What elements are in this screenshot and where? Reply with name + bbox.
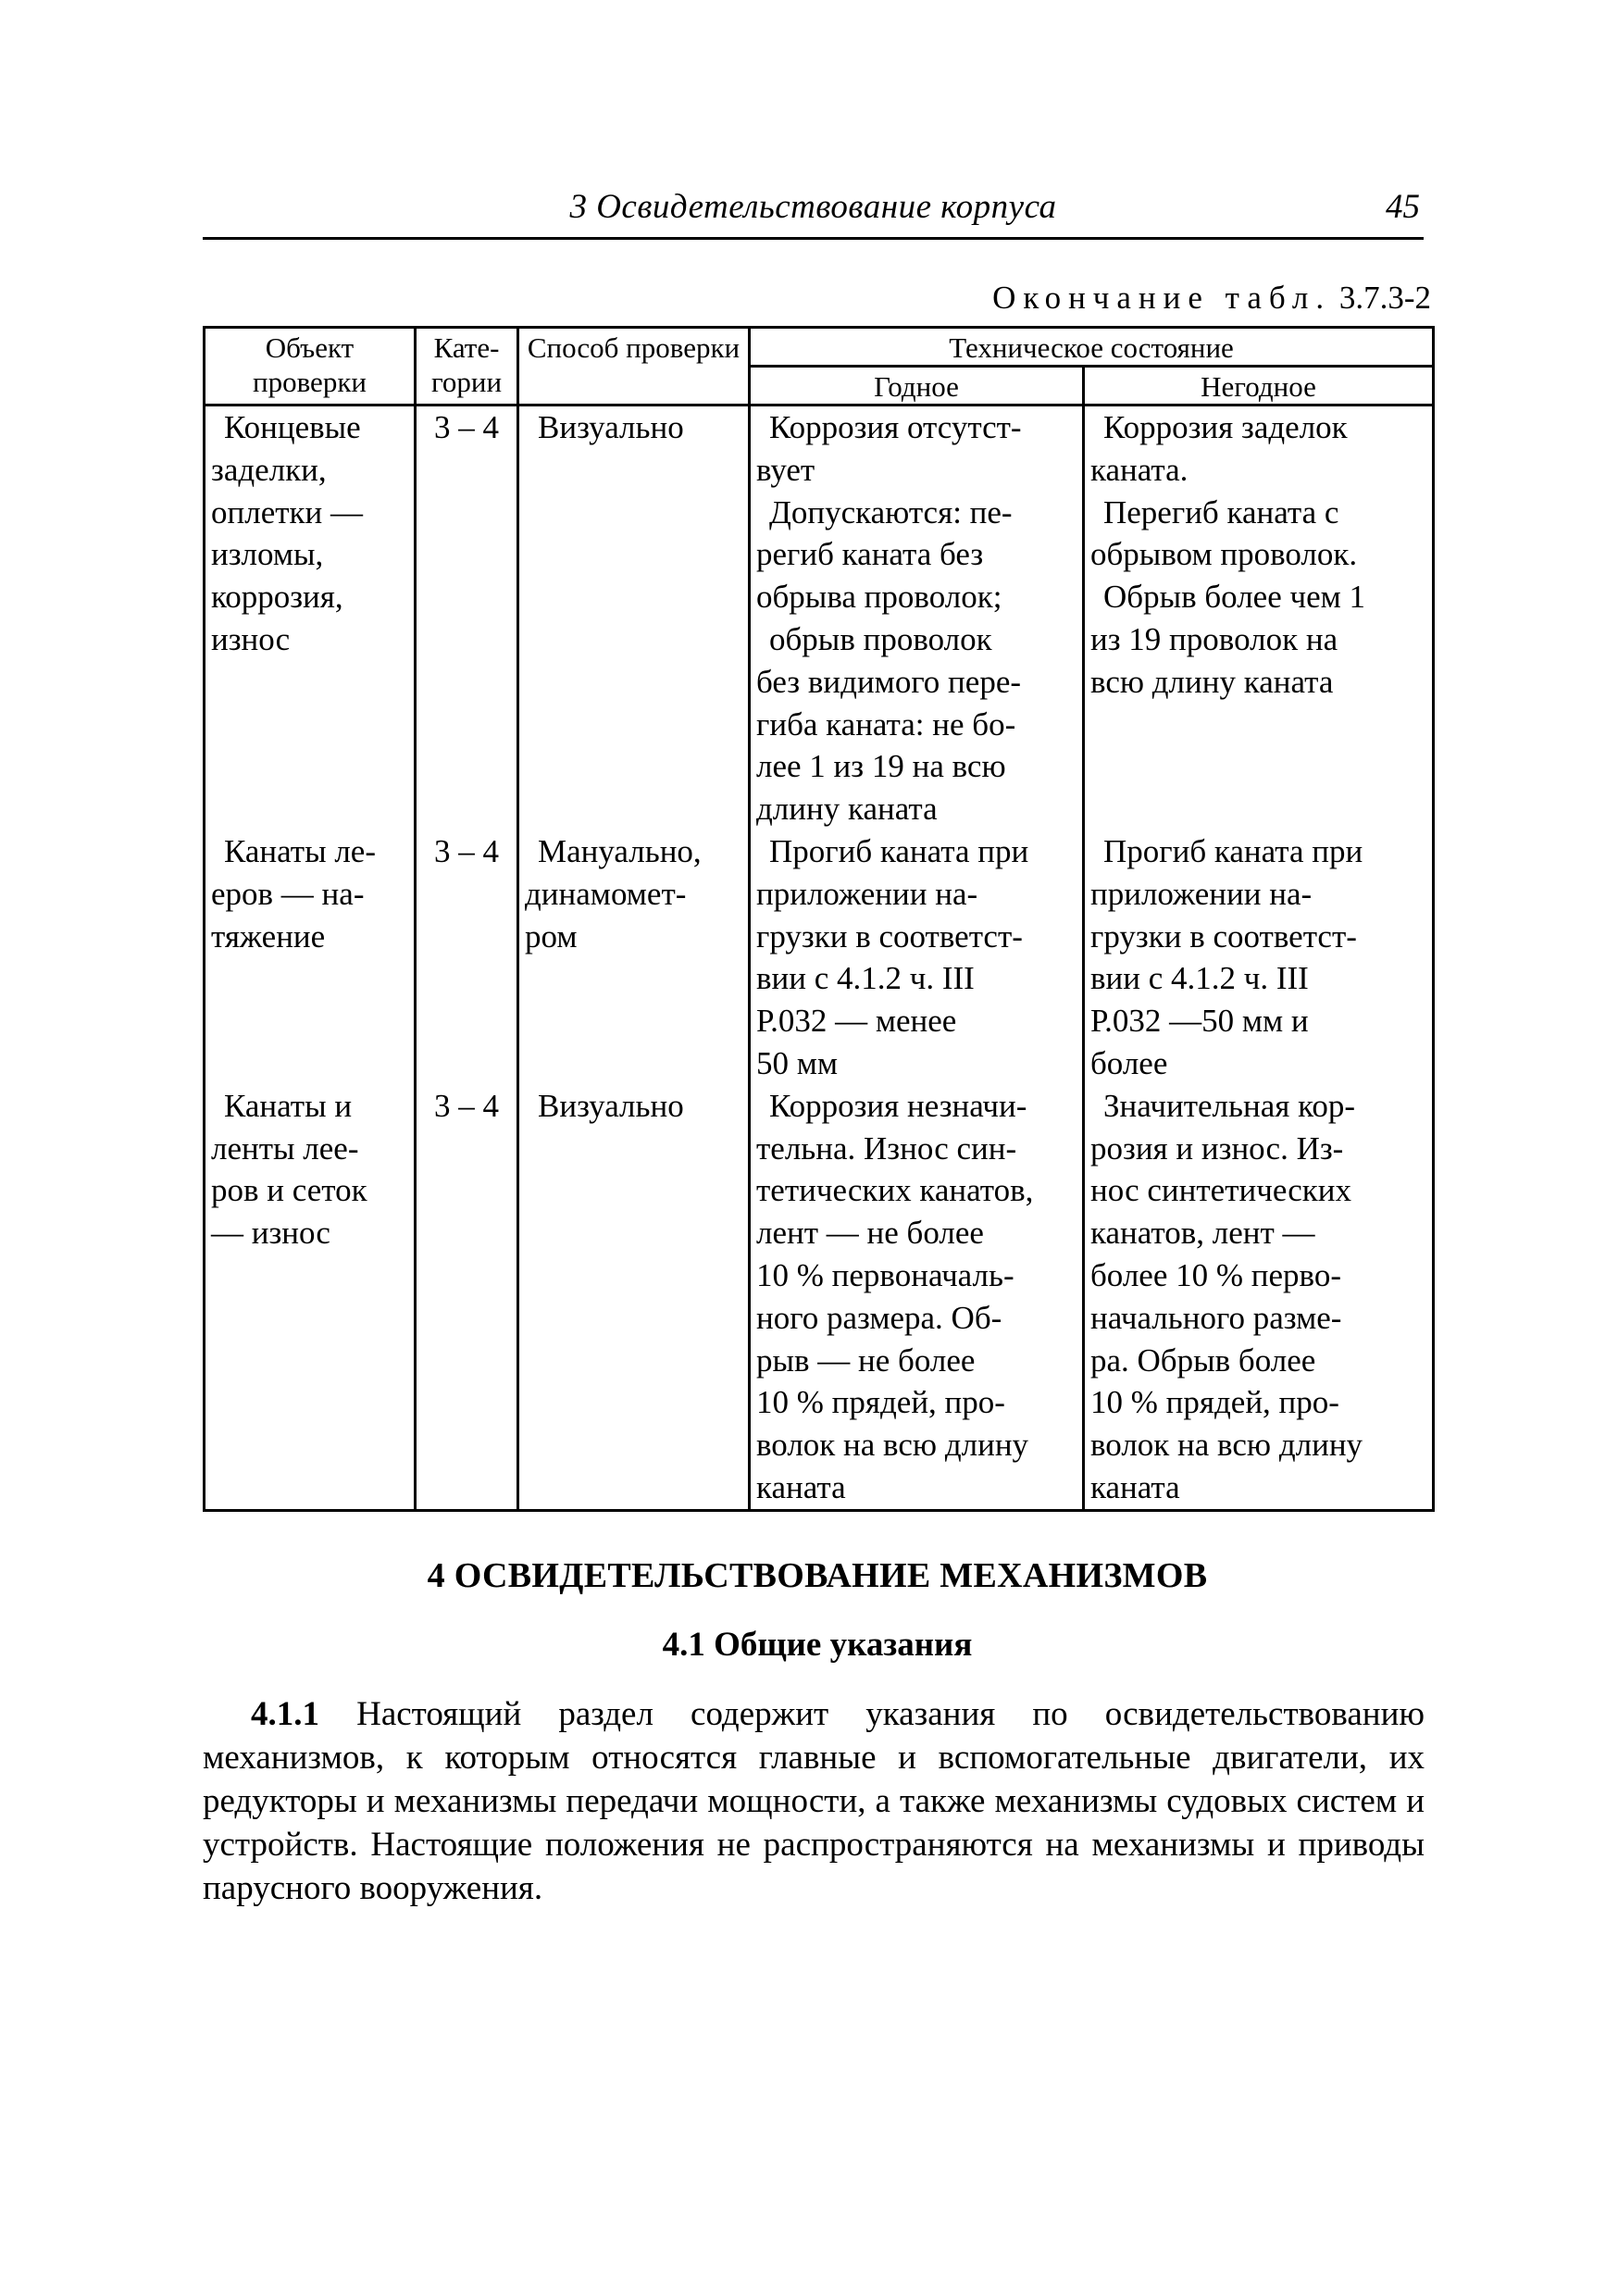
cell-good: Коррозия отсутст- вует Допускаются: пе- региб каната без обрыва проволок; обрыв проволок без видимого пере- гиба каната: не бо- лее 1 из 19 на всю длину каната bbox=[750, 406, 1084, 830]
header-category: Кате- гории bbox=[416, 328, 518, 406]
table-row bbox=[205, 1085, 1434, 1510]
body-paragraph bbox=[203, 1692, 1425, 1910]
table-caption-number: 3.7.3-2 bbox=[1338, 280, 1431, 316]
header-good: Годное bbox=[750, 367, 1084, 406]
table-caption-prefix: Окончание табл. bbox=[992, 280, 1332, 316]
table-row bbox=[205, 830, 1434, 1085]
cell-object: Канаты ле- еров — на- тяжение bbox=[205, 830, 416, 1085]
header-bad: Негодное bbox=[1084, 367, 1434, 406]
cell-category: 3 – 4 bbox=[416, 406, 518, 830]
cell-method: Визуально bbox=[518, 1085, 750, 1510]
header-method: Способ проверки bbox=[518, 328, 750, 406]
page-number: 45 bbox=[1386, 188, 1420, 226]
cell-category: 3 – 4 bbox=[416, 1085, 518, 1510]
table-caption bbox=[992, 280, 1431, 317]
header-object: Объект проверки bbox=[205, 328, 416, 406]
running-header-title: 3 Освидетельствование корпуса bbox=[569, 188, 1057, 226]
cell-category: 3 – 4 bbox=[416, 830, 518, 1085]
running-header bbox=[203, 187, 1424, 240]
cell-bad: Коррозия заделок каната. Перегиб каната с обрывом проволок. Обрыв более чем 1 из 19 проволок на всю длину каната bbox=[1084, 406, 1434, 830]
cell-bad: Прогиб каната при приложении на- грузки в соответст- вии с 4.1.2 ч. III Р.032 —50 мм и более bbox=[1084, 830, 1434, 1085]
table-row bbox=[205, 406, 1434, 830]
paragraph-number: 4.1.1 bbox=[251, 1695, 319, 1733]
cell-good: Прогиб каната при приложении на- грузки в соответст- вии с 4.1.2 ч. III Р.032 — менее 50 мм bbox=[750, 830, 1084, 1085]
cell-method: Визуально bbox=[518, 406, 750, 830]
subsection-title: 4.1 Общие указания bbox=[662, 1626, 973, 1664]
section-title: 4 ОСВИДЕТЕЛЬСТВОВАНИЕ МЕХАНИЗМОВ bbox=[427, 1556, 1208, 1595]
paragraph-text: Настоящий раздел содержит указания по освидетельствованию механизмов, к которым относятся главные и вспомогательные двигатели, их редукторы и механизмы передачи мощности, а также механизмы судовых систем и устройств. Настоящие положения не распространяются на механизмы и приводы парусного вооружения. bbox=[203, 1695, 1425, 1907]
cell-object: Канаты и ленты лее- ров и сеток — износ bbox=[205, 1085, 416, 1510]
header-condition: Техническое состояние bbox=[750, 328, 1434, 367]
cell-good: Коррозия незначи- тельна. Износ син- тетических канатов, лент — не более 10 % первоначаль- ного размера. Об- рыв — не более 10 % прядей, про- волок на всю длину каната bbox=[750, 1085, 1084, 1510]
inspection-table bbox=[203, 326, 1435, 1512]
cell-method: Мануально, динамомет- ром bbox=[518, 830, 750, 1085]
cell-bad: Значительная кор- розия и износ. Из- нос синтетических канатов, лент — более 10 % перво- начального разме- ра. Обрыв более 10 % прядей, про- волок на всю длину каната bbox=[1084, 1085, 1434, 1510]
cell-object: Концевые заделки, оплетки — изломы, коррозия, износ bbox=[205, 406, 416, 830]
